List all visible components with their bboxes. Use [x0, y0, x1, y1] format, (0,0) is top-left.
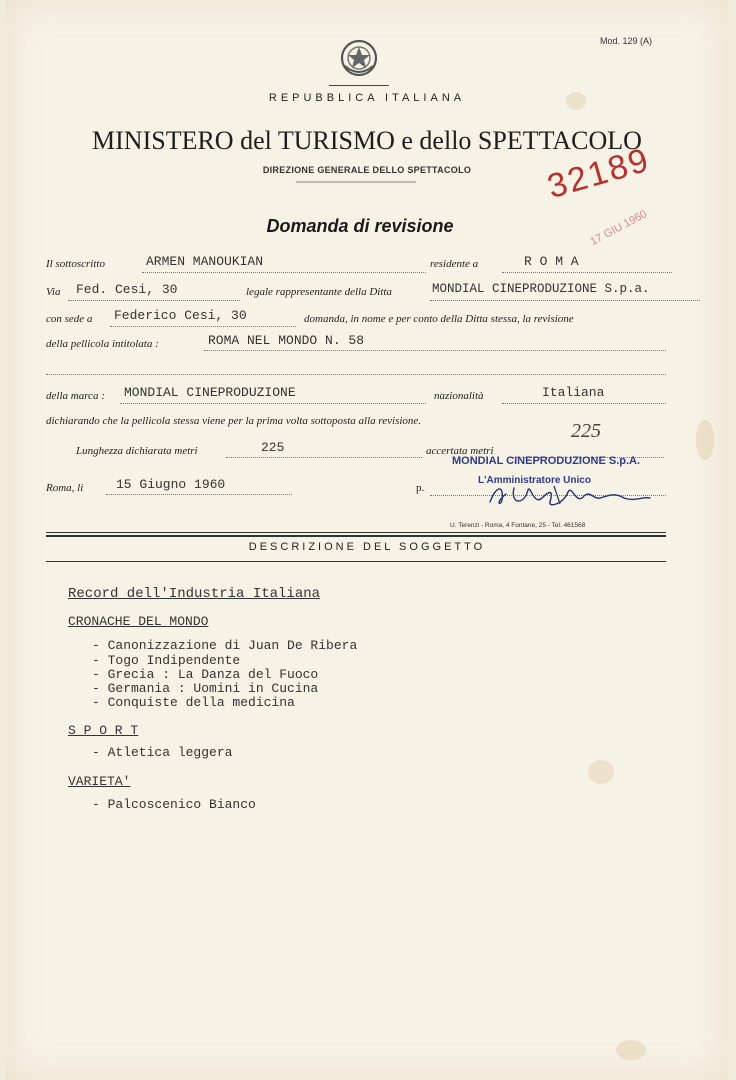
list-item: - Germania : Uomini in Cucina — [92, 681, 319, 696]
legale-label: legale rappresentante della Ditta — [246, 286, 392, 298]
list-item: - Atletica leggera — [92, 745, 233, 760]
field-line — [106, 494, 292, 495]
document-title: Domanda di revisione — [266, 216, 454, 236]
stain — [696, 420, 714, 460]
signature-icon — [484, 476, 654, 512]
section-rule-bottom — [46, 561, 666, 562]
residente-label: residente a — [430, 258, 479, 270]
italian-emblem-icon — [339, 38, 379, 78]
company-stamp-name: MONDIAL CINEPRODUZIONE S.p.A. — [452, 455, 641, 467]
via-label: Via — [46, 286, 61, 298]
residente-value: R O M A — [524, 254, 579, 269]
section-rule-top — [46, 532, 666, 533]
company-stamp-role: L'Amministratore Unico — [478, 475, 591, 486]
field-line — [68, 300, 240, 301]
accertata-label: accertata metri — [426, 445, 494, 457]
lunghezza-value: 225 — [261, 440, 285, 455]
received-date-stamp: 17 GIU 1960 — [588, 208, 650, 248]
lunghezza-label: Lunghezza dichiarata metri — [76, 445, 198, 457]
ditta-value: MONDIAL CINEPRODUZIONE S.p.a. — [432, 282, 650, 296]
field-line — [502, 403, 666, 404]
field-line — [110, 326, 296, 327]
field-line — [502, 272, 672, 273]
sede-label: con sede a — [46, 313, 93, 325]
accertata-handwritten-value: 225 — [571, 420, 601, 442]
marca-value: MONDIAL CINEPRODUZIONE — [124, 385, 296, 400]
document-page — [6, 0, 728, 1080]
printer-imprint: U. Terenzi - Roma, 4 Fontane, 25 - Tel. 461568 — [450, 522, 586, 529]
place-date-label: Roma, li — [46, 482, 84, 494]
field-line — [120, 403, 426, 404]
list-item: - Conquiste della medicina — [92, 695, 295, 710]
domanda-text: domanda, in nome e per conto della Ditta stessa, la revisione — [304, 313, 574, 325]
republic-heading: REPUBBLICA ITALIANA — [268, 92, 466, 104]
field-line — [46, 374, 666, 375]
section-title: S P O R T — [68, 723, 139, 738]
field-line — [142, 272, 426, 273]
marca-label: della marca : — [46, 390, 105, 402]
list-item: - Palcoscenico Bianco — [92, 797, 256, 812]
form-code: Mod. 129 (A) — [599, 36, 652, 46]
ministry-title: MINISTERO del TURISMO e dello SPETTACOLO — [92, 126, 642, 155]
protocol-number-stamp: 32189 — [543, 140, 655, 207]
via-value: Fed. Cesi, 30 — [76, 282, 178, 297]
description-title: DESCRIZIONE DEL SOGGETTO — [248, 541, 486, 553]
description-heading: Record dell'Industria Italiana — [68, 586, 321, 602]
field-line — [226, 457, 422, 458]
sottoscritto-row — [46, 258, 105, 270]
sottoscritto-label: Il sottoscritto — [46, 258, 105, 270]
direction-rule — [296, 181, 416, 183]
pellicola-label: della pellicola intitolata : — [46, 338, 159, 350]
direction-subtitle: DIREZIONE GENERALE DELLO SPETTACOLO — [262, 165, 472, 175]
list-item: - Canonizzazione di Juan De Ribera — [92, 638, 358, 653]
section-rule-top-bold — [46, 535, 666, 537]
section-title: CRONACHE DEL MONDO — [68, 614, 209, 629]
pellicola-value: ROMA NEL MONDO N. 58 — [208, 333, 365, 348]
nazionalita-value: Italiana — [542, 385, 605, 400]
dichiarando-text: dichiarando che la pellicola stessa viene per la prima volta sottoposta alla revisione. — [46, 415, 422, 427]
list-item: - Togo Indipendente — [92, 653, 241, 668]
field-line — [204, 350, 666, 351]
date-value: 15 Giugno 1960 — [116, 477, 226, 492]
p-label: p. — [416, 482, 425, 494]
field-line — [430, 300, 700, 301]
stain — [588, 760, 614, 784]
sede-value: Federico Cesi, 30 — [114, 308, 247, 323]
sottoscritto-value: ARMEN MANOUKIAN — [146, 254, 264, 269]
emblem-rule — [329, 85, 389, 86]
stain — [616, 1040, 646, 1060]
list-item: - Grecia : La Danza del Fuoco — [92, 667, 319, 682]
section-title: VARIETA' — [68, 774, 131, 789]
nazionalita-label: nazionalità — [434, 390, 484, 402]
